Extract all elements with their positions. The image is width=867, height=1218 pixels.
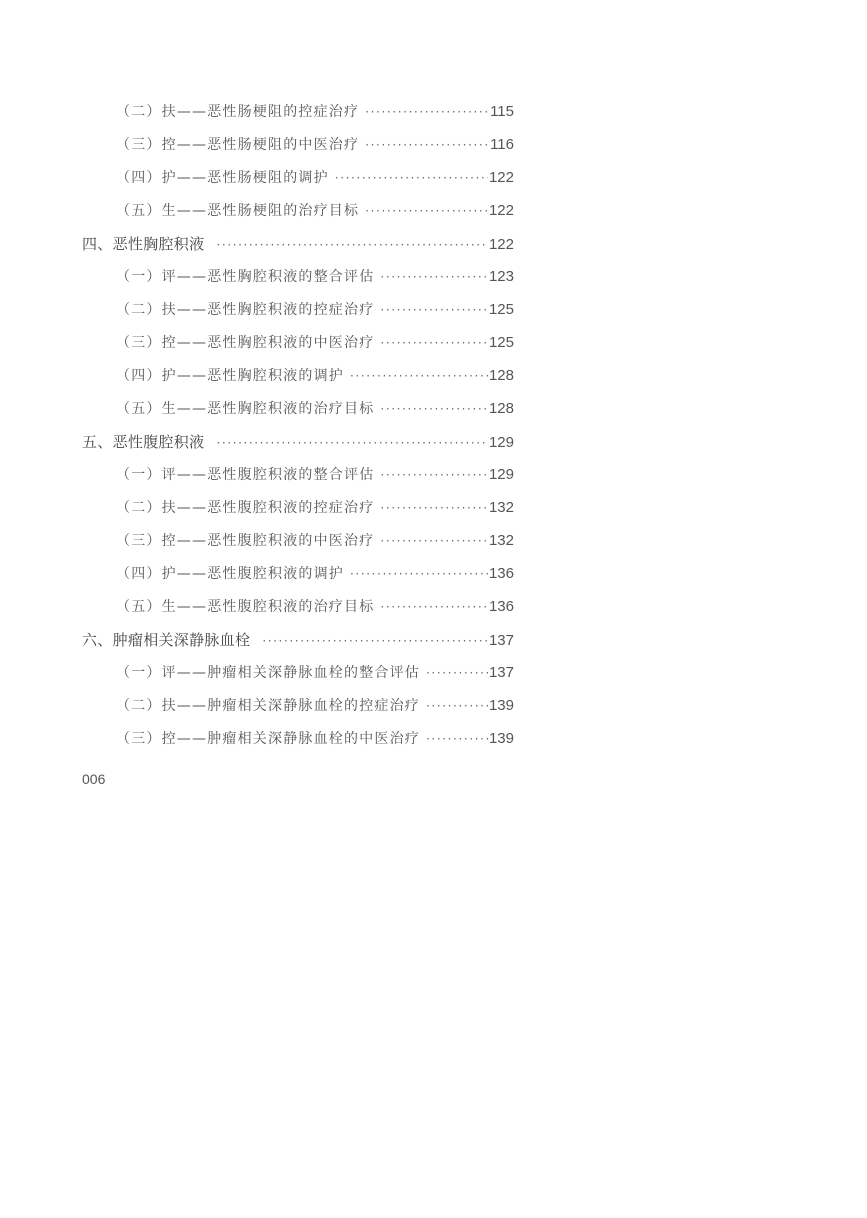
toc-entry-title: （三）控——恶性肠梗阻的中医治疗: [116, 137, 360, 153]
toc-subsection-entry: [0, 688, 867, 721]
toc-entry-line: [116, 728, 514, 748]
toc-entry-page-number: 128: [488, 367, 514, 384]
toc-entry-title: （四）护——恶性肠梗阻的调护: [116, 170, 329, 186]
toc-entry-title: （三）控——恶性腹腔积液的中医治疗: [116, 533, 375, 549]
toc-subsection-entry: [0, 721, 867, 754]
toc-entry-title: （四）护——恶性腹腔积液的调护: [116, 566, 344, 582]
toc-entry-title: （三）控——肿瘤相关深静脉血栓的中医治疗: [116, 731, 420, 747]
toc-dot-leader: [426, 699, 488, 713]
toc-subsection-entry: [0, 127, 867, 160]
toc-subsection-entry: [0, 589, 867, 622]
toc-entry-title: （五）生——恶性胸腔积液的治疗目标: [116, 401, 375, 417]
toc-entry-line: [116, 563, 514, 583]
toc-entry-line: [82, 233, 514, 254]
toc-entry-page-number: 132: [488, 499, 514, 516]
toc-subsection-entry: [0, 523, 867, 556]
toc-dot-leader: [426, 666, 488, 680]
toc-entry-line: [82, 629, 514, 650]
toc-entry-line: [116, 497, 514, 517]
toc-entry-title: （五）生——恶性腹腔积液的治疗目标: [116, 599, 375, 615]
toc-entry-page-number: 122: [488, 236, 514, 253]
toc-entry-title: （二）扶——肿瘤相关深静脉血栓的控症治疗: [116, 698, 420, 714]
toc-subsection-entry: [0, 457, 867, 490]
toc-dot-leader: [262, 634, 488, 648]
toc-subsection-entry: [0, 292, 867, 325]
toc-dot-leader: [365, 105, 489, 119]
toc-dot-leader: [426, 732, 488, 746]
toc-entry-title: 四、恶性胸腔积液: [82, 235, 205, 253]
toc-entry-page-number: 137: [488, 632, 514, 649]
toc-entry-line: [82, 431, 514, 452]
toc-entry-page-number: 115: [490, 103, 514, 120]
toc-entry-line: [116, 266, 514, 286]
toc-entry-line: [116, 596, 514, 616]
toc-entry-page-number: 136: [488, 565, 514, 582]
toc-dot-leader: [380, 468, 488, 482]
toc-entry-title: （二）扶——恶性胸腔积液的控症治疗: [116, 302, 375, 318]
toc-subsection-entry: [0, 160, 867, 193]
toc-entry-line: [116, 299, 514, 319]
toc-entry-title: （二）扶——恶性肠梗阻的控症治疗: [116, 104, 360, 120]
toc-subsection-entry: [0, 193, 867, 226]
toc-dot-leader: [380, 402, 488, 416]
toc-subsection-entry: [0, 556, 867, 589]
toc-entry-page-number: 136: [488, 598, 514, 615]
toc-dot-leader: [350, 567, 488, 581]
toc-dot-leader: [380, 270, 488, 284]
toc-entry-line: [116, 200, 514, 220]
toc-section-entry: [0, 226, 867, 259]
toc-entry-line: [116, 167, 514, 187]
toc-entry-line: [116, 365, 514, 385]
toc-dot-leader: [380, 336, 488, 350]
toc-entry-page-number: 129: [488, 434, 514, 451]
toc-entry-title: （一）评——恶性胸腔积液的整合评估: [116, 269, 375, 285]
toc-entry-line: [116, 695, 514, 715]
toc-entry-title: （一）评——恶性腹腔积液的整合评估: [116, 467, 375, 483]
toc-entry-page-number: 139: [488, 730, 514, 747]
toc-dot-leader: [216, 436, 488, 450]
toc-subsection-entry: [0, 490, 867, 523]
toc-entry-page-number: 137: [488, 664, 514, 681]
toc-dot-leader: [350, 369, 488, 383]
toc-entry-title: （三）控——恶性胸腔积液的中医治疗: [116, 335, 375, 351]
toc-dot-leader: [380, 501, 488, 515]
toc-subsection-entry: [0, 94, 867, 127]
toc-entry-page-number: 116: [490, 136, 514, 153]
toc-entry-line: [116, 101, 514, 121]
toc-entry-page-number: 132: [488, 532, 514, 549]
toc-entry-page-number: 139: [488, 697, 514, 714]
page-number: 006: [82, 771, 106, 787]
toc-subsection-entry: [0, 259, 867, 292]
toc-entry-line: [116, 464, 514, 484]
toc-entry-page-number: 125: [488, 334, 514, 351]
toc-subsection-entry: [0, 391, 867, 424]
toc-subsection-entry: [0, 325, 867, 358]
toc-entry-title: 五、恶性腹腔积液: [82, 433, 205, 451]
toc-entry-line: [116, 398, 514, 418]
toc-entry-title: （四）护——恶性胸腔积液的调护: [116, 368, 344, 384]
toc-entry-page-number: 125: [488, 301, 514, 318]
toc-entry-title: （一）评——肿瘤相关深静脉血栓的整合评估: [116, 665, 420, 681]
toc-entry-page-number: 123: [488, 268, 514, 285]
toc-dot-leader: [365, 138, 489, 152]
toc-dot-leader: [380, 534, 488, 548]
toc-entry-line: [116, 332, 514, 352]
toc-entry-line: [116, 530, 514, 550]
toc-entry-title: 六、肿瘤相关深静脉血栓: [82, 631, 251, 649]
toc-section-entry: [0, 424, 867, 457]
toc-dot-leader: [216, 238, 488, 252]
toc-dot-leader: [365, 204, 488, 218]
toc-entry-page-number: 122: [488, 202, 514, 219]
toc-entry-line: [116, 662, 514, 682]
toc-entry-page-number: 129: [488, 466, 514, 483]
toc-dot-leader: [335, 171, 488, 185]
toc-subsection-entry: [0, 358, 867, 391]
table-of-contents: [0, 94, 867, 754]
toc-entry-line: [116, 134, 514, 154]
toc-entry-page-number: 122: [488, 169, 514, 186]
toc-subsection-entry: [0, 655, 867, 688]
toc-dot-leader: [380, 303, 488, 317]
toc-entry-page-number: 128: [488, 400, 514, 417]
toc-entry-title: （五）生——恶性肠梗阻的治疗目标: [116, 203, 360, 219]
toc-dot-leader: [380, 600, 488, 614]
toc-section-entry: [0, 622, 867, 655]
toc-entry-title: （二）扶——恶性腹腔积液的控症治疗: [116, 500, 375, 516]
